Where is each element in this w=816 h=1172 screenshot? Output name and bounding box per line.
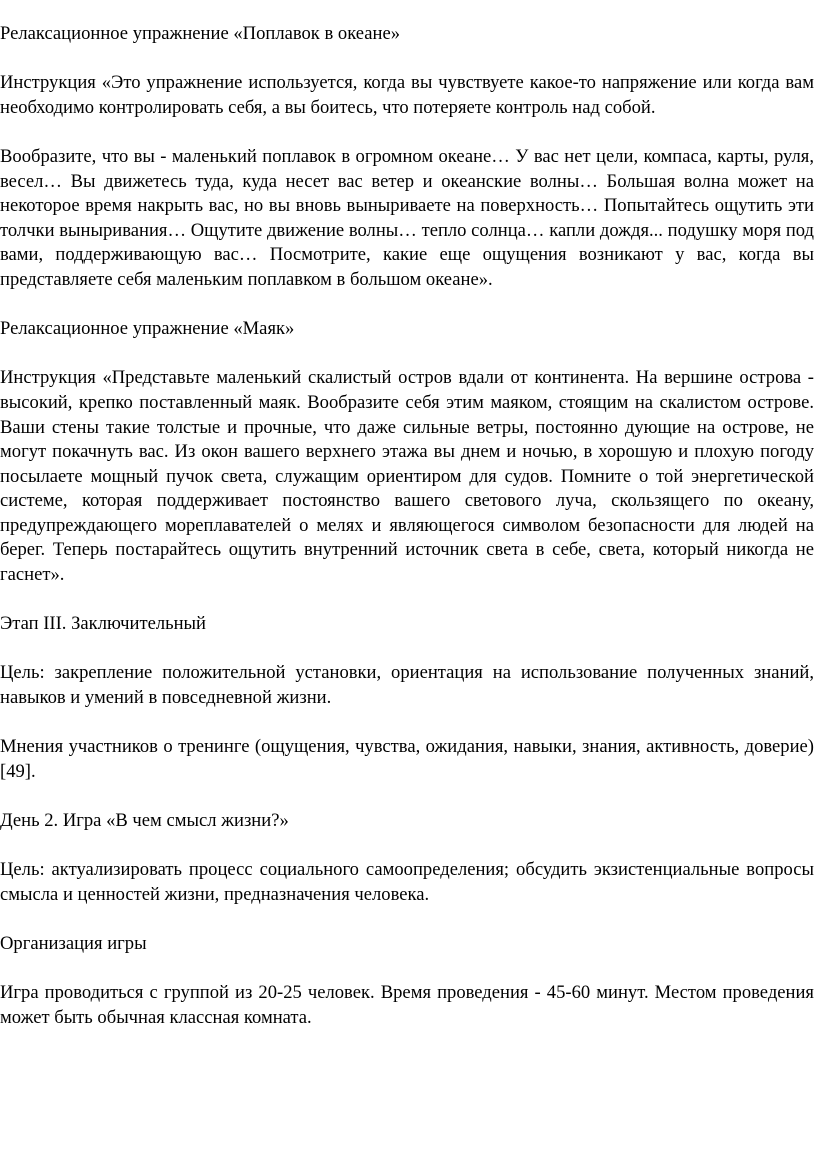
day-two-goal: Цель: актуализировать процесс социального самоопределения; обсудить экзистенциальные вопросы смысла и ценностей жизни, предназначения человека. (0, 859, 814, 905)
stage-three-goal: Цель: закрепление положительной установки, ориентация на использование полученных знаний, навыков и умений в повседневной жизни. (0, 662, 814, 709)
stage-three-heading: Этап III. Заключительный (0, 613, 207, 635)
float-instruction-body: Вообразите, что вы - маленький поплавок в огромном океане… У вас нет цели, компаса, карты, руля, весел… Вы движетесь туда, куда несет вас ветер и океанские волны… Большая волна может на некоторое время накрыть вас, но вы вновь выныриваете на поверхность… Попытайтесь ощутить эти толчки выныривания… Ощутите движение волны… тепло солнца… капли дождя... подушку моря под вами, поддерживающую вас… Посмотрите, какие еще ощущения возникают у вас, когда вы представляете себя маленьким поплавком в большом океане». (0, 145, 814, 290)
game-organization-heading: Организация игры (0, 932, 147, 954)
day-two-game-heading: День 2. Игра «В чем смысл жизни?» (0, 810, 289, 831)
game-organization-details: Игра проводиться с группой из 20-25 человек. Время проведения - 45-60 минут. Местом проведения может быть обычная классная комната. (0, 982, 814, 1028)
participant-opinions: Мнения участников о тренинге (ощущения, чувства, ожидания, навыки, знания, активность, доверие) [49]. (0, 736, 814, 782)
lighthouse-instruction: Инструкция «Представьте маленький скалистый остров вдали от континента. На вершине острова - высокий, крепко поставленный маяк. Вообразите себя этим маяком, стоящим на скалистом острове. Ваши стены такие толстые и прочные, что даже сильные ветры, постоянно дующие на острове, не могут покачнуть вас. Из окон вашего верхнего этажа вы днем и ночью, в хорошую и плохую погоду посылаете мощный пучок света, служащим ориентиром для судов. Помните о той энергетической системе, которая поддерживает постоянство вашего светового луча, скользящего по океану, предупреждающего мореплавателей о мелях и являющегося символом безопасности для людей на берег. Теперь постарайтесь ощутить внутренний источник света в себе, света, который никогда не гаснет». (0, 367, 814, 586)
exercise-title-float: Релаксационное упражнение «Поплавок в океане» (0, 23, 401, 44)
float-instruction-intro: Инструкция «Это упражнение используется, когда вы чувствуете какое-то напряжение или когда вам необходимо контролировать себя, а вы боитесь, что потеряете контроль над собой. (0, 72, 814, 118)
document-page (0, 22, 816, 1055)
exercise-title-lighthouse: Релаксационное упражнение «Маяк» (0, 318, 295, 340)
